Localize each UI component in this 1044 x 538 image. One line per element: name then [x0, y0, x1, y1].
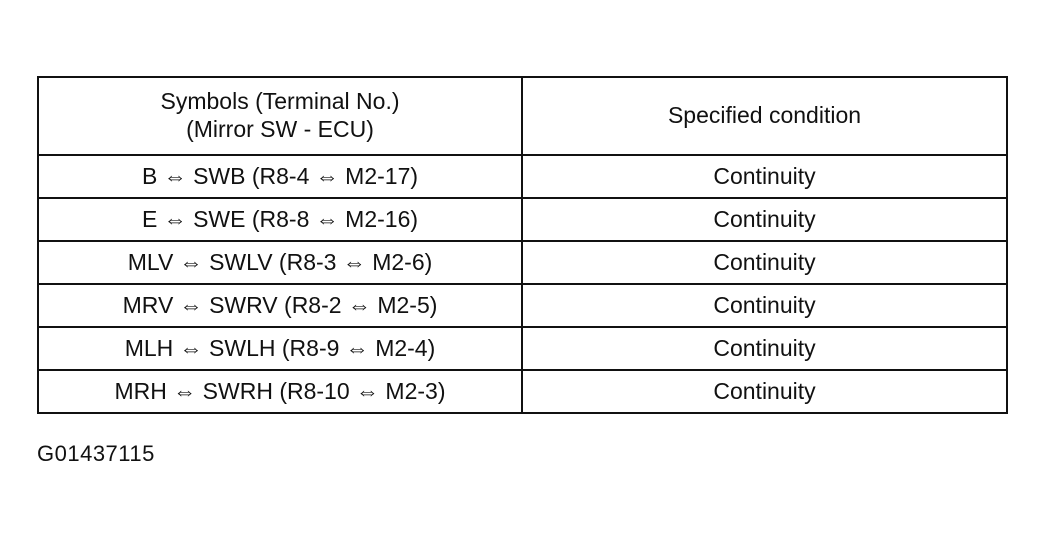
- figure-id-label: G01437115: [37, 441, 155, 466]
- row-condition-cell: Continuity: [522, 155, 1007, 198]
- continuity-spec-table: [37, 76, 1008, 414]
- header-symbols-line1: Symbols (Terminal No.): [160, 88, 400, 115]
- row-symbols-cell: E ⇔ SWE (R8-8 ⇔ M2-16): [38, 198, 522, 241]
- row-symbols-cell: MRH ⇔ SWRH (R8-10 ⇔ M2-3): [38, 370, 522, 413]
- table-row: [38, 327, 1007, 370]
- header-specified-condition: Specified condition: [522, 77, 1007, 155]
- row-symbols-cell: MLV ⇔ SWLV (R8-3 ⇔ M2-6): [38, 241, 522, 284]
- table-row: [38, 284, 1007, 327]
- row-symbols-cell: B ⇔ SWB (R8-4 ⇔ M2-17): [38, 155, 522, 198]
- table-row: [38, 198, 1007, 241]
- table-header-row: [38, 77, 1007, 155]
- row-symbols-cell: MRV ⇔ SWRV (R8-2 ⇔ M2-5): [38, 284, 522, 327]
- table-row: [38, 370, 1007, 413]
- table-row: [38, 155, 1007, 198]
- table-row: [38, 241, 1007, 284]
- row-condition-cell: Continuity: [522, 284, 1007, 327]
- row-symbols-cell: MLH ⇔ SWLH (R8-9 ⇔ M2-4): [38, 327, 522, 370]
- row-condition-cell: Continuity: [522, 198, 1007, 241]
- header-symbols: [38, 77, 522, 155]
- row-condition-cell: Continuity: [522, 241, 1007, 284]
- row-condition-cell: Continuity: [522, 327, 1007, 370]
- row-condition-cell: Continuity: [522, 370, 1007, 413]
- header-symbols-line2: (Mirror SW - ECU): [186, 116, 374, 142]
